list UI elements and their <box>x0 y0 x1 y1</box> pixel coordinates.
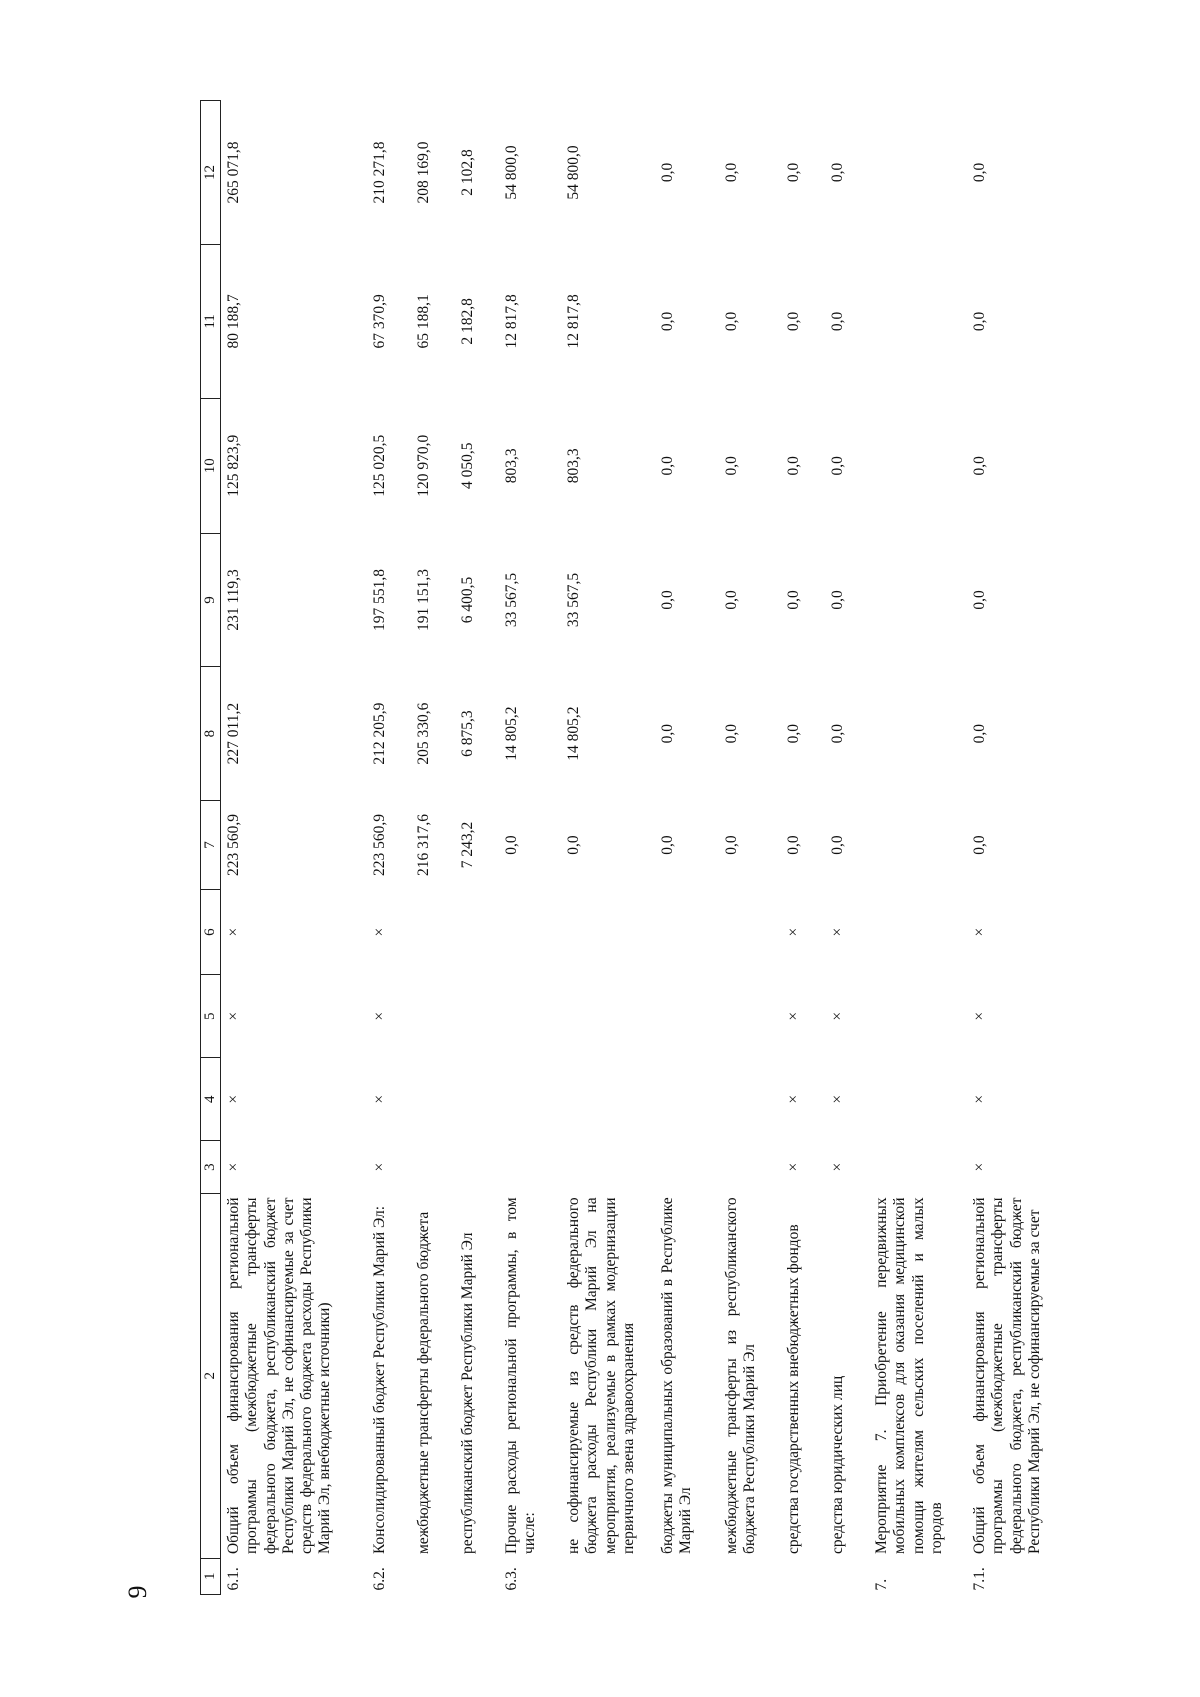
row-number: 6.1. <box>225 1567 242 1591</box>
table-row <box>367 101 411 1595</box>
cell-col5 <box>719 975 781 1058</box>
cell-col8: 14 805,2 <box>503 706 520 761</box>
cell-col11: 0,0 <box>785 311 802 332</box>
cell-col4 <box>655 1058 719 1141</box>
cell-col12: 0,0 <box>659 162 676 183</box>
cell-col6: × <box>829 927 846 937</box>
table-row <box>455 101 499 1595</box>
cell-col7: 0,0 <box>503 835 520 855</box>
cell-col3: × <box>371 1162 388 1172</box>
row-number <box>455 1558 499 1594</box>
cell-col10 <box>869 398 967 533</box>
table-row <box>655 101 719 1595</box>
cell-col4 <box>411 1058 455 1141</box>
row-description: межбюджетные трансферты из республиканского бюджета Республики Марий Эл <box>723 1197 759 1555</box>
cell-col12: 0,0 <box>829 162 846 183</box>
cell-col3 <box>869 1141 967 1194</box>
cell-col9: 0,0 <box>971 590 988 610</box>
cell-col7: 0,0 <box>565 835 582 855</box>
cell-col3: × <box>785 1162 802 1172</box>
cell-col5: × <box>971 1011 988 1021</box>
cell-col8: 6 875,3 <box>459 710 476 757</box>
cell-col7: 223 560,9 <box>371 814 388 877</box>
cell-col3 <box>561 1141 655 1194</box>
row-number: 6.3. <box>503 1567 520 1591</box>
cell-col3 <box>411 1141 455 1194</box>
cell-col5: × <box>225 1011 242 1021</box>
cell-col10: 125 020,5 <box>371 434 388 497</box>
header-cell: 10 <box>201 398 221 533</box>
cell-col10: 0,0 <box>659 456 676 476</box>
cell-col6: × <box>225 927 242 937</box>
cell-col7: 0,0 <box>971 835 988 855</box>
table-row <box>411 101 455 1595</box>
table-row <box>967 101 1044 1595</box>
cell-col3 <box>719 1141 781 1194</box>
cell-col5 <box>499 975 561 1058</box>
cell-col9: 6 400,5 <box>459 576 476 624</box>
cell-col3: × <box>829 1162 846 1172</box>
cell-col4: × <box>971 1094 988 1104</box>
cell-col8: 227 011,2 <box>225 702 242 765</box>
cell-col8: 0,0 <box>829 723 846 744</box>
cell-col3 <box>499 1141 561 1194</box>
cell-col6: × <box>371 927 388 937</box>
table-row <box>869 101 967 1595</box>
rotated-table-container <box>200 100 1043 1595</box>
cell-col10: 803,3 <box>503 448 520 484</box>
cell-col11: 0,0 <box>829 311 846 332</box>
row-description: межбюджетные трансферты федерального бюджета <box>415 1211 432 1555</box>
row-description: Общий объем финансирования региональной программы (межбюджетные трансферты федерального бюджета, республиканский бюджет Республики Марий Эл, не софинансируемые за счет <box>971 1197 1043 1555</box>
cell-col6: × <box>971 927 988 937</box>
cell-col5: × <box>785 1011 802 1021</box>
cell-col4: × <box>785 1094 802 1104</box>
cell-col8: 14 805,2 <box>565 706 582 761</box>
row-description: Консолидированный бюджет Республики Марий Эл: <box>371 1205 388 1555</box>
cell-col12: 54 800,0 <box>565 145 582 200</box>
cell-col7 <box>869 800 967 889</box>
row-description: бюджеты муниципальных образований в Республике Марий Эл <box>659 1197 695 1555</box>
cell-col8: 0,0 <box>785 723 802 744</box>
cell-col10: 0,0 <box>829 456 846 476</box>
cell-col7: 223 560,9 <box>225 814 242 877</box>
cell-col7: 0,0 <box>723 835 740 855</box>
cell-col6 <box>655 890 719 975</box>
cell-col7: 0,0 <box>659 835 676 855</box>
cell-col3: × <box>225 1162 242 1172</box>
header-cell: 3 <box>201 1141 221 1194</box>
row-number <box>719 1558 781 1594</box>
header-cell: 12 <box>201 101 221 245</box>
cell-col11 <box>869 244 967 398</box>
row-number <box>561 1558 655 1594</box>
cell-col8: 0,0 <box>659 723 676 744</box>
table-row <box>719 101 781 1595</box>
cell-col9: 0,0 <box>785 590 802 610</box>
cell-col8: 205 330,6 <box>415 702 432 765</box>
cell-col8 <box>869 667 967 801</box>
cell-col4: × <box>371 1094 388 1104</box>
cell-col5 <box>455 975 499 1058</box>
cell-col9: 0,0 <box>659 590 676 610</box>
header-row <box>201 101 221 1595</box>
cell-col6 <box>455 890 499 975</box>
row-number: 6.2. <box>371 1567 388 1591</box>
cell-col9: 33 567,5 <box>565 572 582 628</box>
row-description: республиканский бюджет Республики Марий Эл <box>459 1232 476 1555</box>
cell-col6 <box>869 890 967 975</box>
cell-col5 <box>655 975 719 1058</box>
cell-col11: 12 817,8 <box>503 294 520 349</box>
cell-col5 <box>561 975 655 1058</box>
cell-col9: 33 567,5 <box>503 572 520 628</box>
table-row <box>561 101 655 1595</box>
cell-col12: 0,0 <box>723 162 740 183</box>
page-number: 9 <box>123 1585 152 1599</box>
cell-col12: 2 102,8 <box>459 149 476 196</box>
cell-col9: 191 151,3 <box>415 568 432 631</box>
cell-col8: 212 205,9 <box>371 702 388 765</box>
table-row <box>825 101 869 1595</box>
header-cell: 8 <box>201 667 221 801</box>
row-description: Общий объем финансирования региональной программы (межбюджетные трансферты федерального бюджета, республиканский бюджет Республики Марий Эл, не софинансируемые за счет средств федерального бюджета расходы Республики Марий Эл, внебюджетные источники) <box>225 1197 334 1555</box>
cell-col11: 0,0 <box>971 311 988 332</box>
cell-col12: 0,0 <box>785 162 802 183</box>
cell-col8: 0,0 <box>971 723 988 744</box>
row-description: не софинансируемые из средств федерального бюджета расходы Республики Марий Эл на мероприятия, реализуемые в рамках модернизации первичного звена здравоохранения <box>565 1197 637 1555</box>
header-cell: 5 <box>201 975 221 1058</box>
cell-col10: 0,0 <box>723 456 740 476</box>
cell-col10: 125 823,9 <box>225 434 242 497</box>
header-cell: 11 <box>201 244 221 398</box>
cell-col12 <box>869 101 967 245</box>
cell-col6 <box>411 890 455 975</box>
header-cell: 6 <box>201 890 221 975</box>
table-row <box>499 101 561 1595</box>
cell-col9: 231 119,3 <box>225 569 242 631</box>
header-cell: 9 <box>201 533 221 667</box>
cell-col11: 0,0 <box>723 311 740 332</box>
cell-col6 <box>499 890 561 975</box>
header-cell: 1 <box>201 1558 221 1594</box>
cell-col10: 803,3 <box>565 448 582 484</box>
cell-col9: 0,0 <box>723 590 740 610</box>
cell-col3 <box>655 1141 719 1194</box>
cell-col11: 2 182,8 <box>459 298 476 345</box>
table-row <box>781 101 825 1595</box>
cell-col12: 208 169,0 <box>415 141 432 204</box>
cell-col12: 54 800,0 <box>503 145 520 200</box>
header-cell: 7 <box>201 800 221 889</box>
cell-col4: × <box>225 1094 242 1104</box>
cell-col4: × <box>829 1094 846 1104</box>
cell-col10: 0,0 <box>785 456 802 476</box>
header-cell: 4 <box>201 1058 221 1141</box>
row-description: средства юридических лиц <box>829 1375 846 1555</box>
cell-col9: 0,0 <box>829 590 846 610</box>
cell-col10: 0,0 <box>971 456 988 476</box>
cell-col4 <box>561 1058 655 1141</box>
row-description: Мероприятие 7. Приобретение передвижных мобильных комплексов для оказания медицинской помощи жителям сельских поселений и малых городов <box>873 1197 945 1555</box>
financing-table <box>200 100 1044 1595</box>
row-number: 7.1. <box>971 1567 988 1591</box>
cell-col4 <box>455 1058 499 1141</box>
cell-col7: 0,0 <box>785 835 802 855</box>
cell-col11: 0,0 <box>659 311 676 332</box>
cell-col10: 4 050,5 <box>459 442 476 489</box>
cell-col5: × <box>829 1011 846 1021</box>
row-number <box>825 1558 869 1594</box>
cell-col5 <box>411 975 455 1058</box>
header-cell: 2 <box>201 1193 221 1558</box>
cell-col12: 210 271,8 <box>371 141 388 204</box>
cell-col5 <box>869 975 967 1058</box>
cell-col11: 80 188,7 <box>225 294 242 349</box>
row-number <box>655 1558 719 1594</box>
row-description: средства государственных внебюджетных фондов <box>785 1224 802 1555</box>
cell-col11: 65 188,1 <box>415 294 432 349</box>
row-number: 7. <box>873 1578 890 1591</box>
cell-col5: × <box>371 1011 388 1021</box>
cell-col4 <box>869 1058 967 1141</box>
cell-col9: 197 551,8 <box>371 568 388 631</box>
row-number <box>781 1558 825 1594</box>
cell-col9 <box>869 533 967 667</box>
row-number <box>411 1558 455 1594</box>
cell-col7: 0,0 <box>829 835 846 855</box>
cell-col4 <box>499 1058 561 1141</box>
cell-col8: 0,0 <box>723 723 740 744</box>
cell-col6 <box>719 890 781 975</box>
cell-col7: 7 243,2 <box>459 821 476 869</box>
cell-col3: × <box>971 1162 988 1172</box>
cell-col10: 120 970,0 <box>415 434 432 497</box>
cell-col12: 265 071,8 <box>225 141 242 204</box>
cell-col6 <box>561 890 655 975</box>
cell-col11: 67 370,9 <box>371 294 388 349</box>
cell-col11: 12 817,8 <box>565 294 582 349</box>
cell-col6: × <box>785 927 802 937</box>
cell-col12: 0,0 <box>971 162 988 183</box>
cell-col4 <box>719 1058 781 1141</box>
cell-col7: 216 317,6 <box>415 814 432 877</box>
row-description: Прочие расходы региональной программы, в том числе: <box>503 1197 539 1555</box>
cell-col3 <box>455 1141 499 1194</box>
table-row <box>221 101 368 1595</box>
